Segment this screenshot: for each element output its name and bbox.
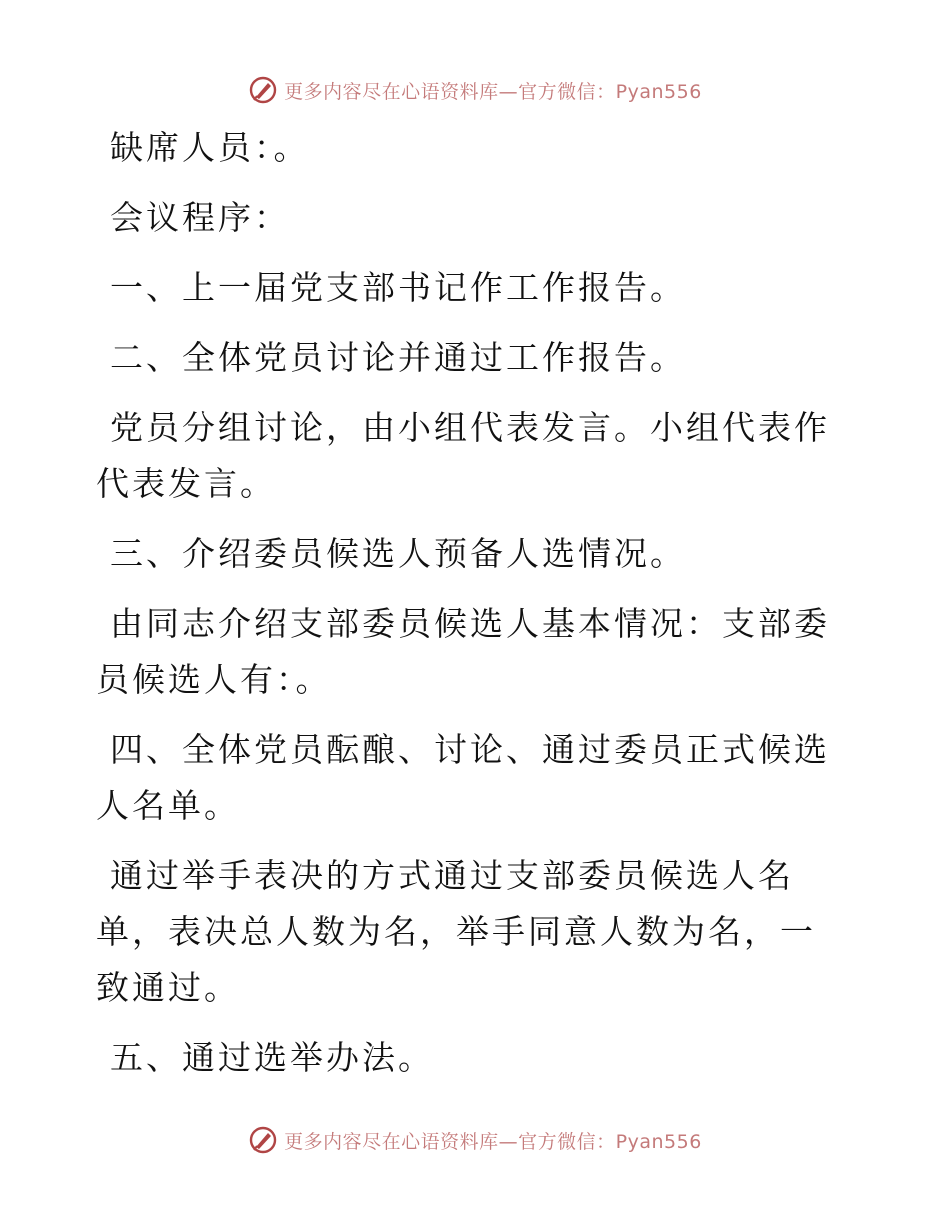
- paragraph-item-2: 二、全体党员讨论并通过工作报告。: [110, 338, 686, 377]
- paragraph-vote: 通过举手表决的方式通过支部委员候选人名单，表决总人数为名，举手同意人数为名，一致通过。: [96, 856, 816, 1007]
- paragraph-group-discussion: 党员分组讨论，由小组代表发言。小组代表作代表发言。: [96, 408, 830, 503]
- watermark-group: [248, 75, 702, 105]
- watermark-text: 更多内容尽在心语资料库—官方微信：Pyan556: [284, 1130, 702, 1153]
- paragraph-absent: 缺席人员：。: [110, 128, 310, 167]
- paragraph-item-4: 四、全体党员酝酿、讨论、通过委员正式候选人名单。: [96, 730, 830, 825]
- header-watermark: [0, 70, 950, 110]
- quill-logo-icon: [248, 1125, 278, 1155]
- paragraph-agenda-heading: 会议程序：: [110, 198, 290, 237]
- paragraph-item-3: 三、介绍委员候选人预备人选情况。: [110, 534, 686, 573]
- paragraph-candidate-intro: 由同志介绍支部委员候选人基本情况：支部委员候选人有：。: [96, 604, 830, 699]
- quill-logo-icon: [248, 75, 278, 105]
- document-body: [96, 120, 836, 1100]
- paragraph-item-5: 五、通过选举办法。: [110, 1038, 434, 1077]
- footer-watermark: [0, 1120, 950, 1160]
- paragraph-item-1: 一、上一届党支部书记作工作报告。: [110, 268, 686, 307]
- watermark-text: 更多内容尽在心语资料库—官方微信：Pyan556: [284, 80, 702, 103]
- watermark-group: [248, 1125, 702, 1155]
